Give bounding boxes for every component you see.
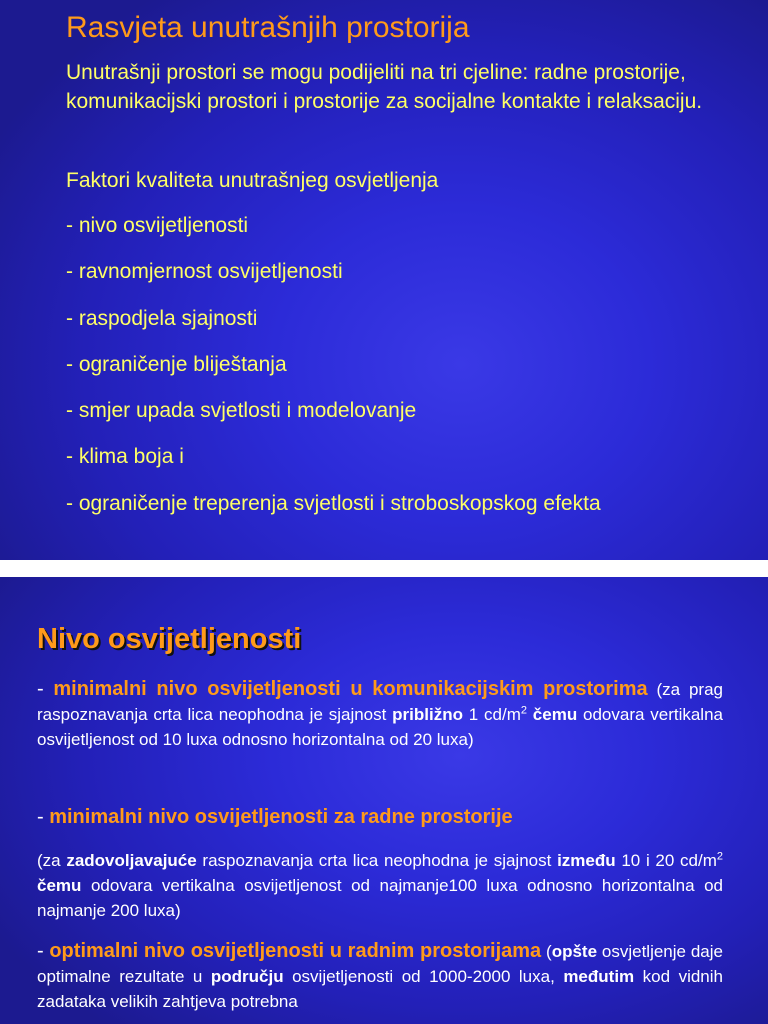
optimal-level-block — [37, 939, 723, 1014]
work-rooms-heading-line — [37, 805, 723, 830]
intro-paragraph: Unutrašnji prostori se mogu podijeliti na tri cjeline: radne prostorije, komunikacijski prostori i prostorije za socijalne kontakte i relaksaciju. — [66, 61, 703, 113]
text-run: raspoznavanja crta lica neophodna je sjajnost — [196, 851, 558, 870]
text-run-bold: između — [557, 851, 616, 870]
list-item: - raspodjela sjajnosti — [66, 306, 258, 330]
slide-separator — [0, 560, 768, 577]
text-run-bold: zadovoljavajuće — [66, 851, 197, 870]
list-item: - nivo osvijetljenosti — [66, 214, 249, 237]
text-run-bold: području — [210, 967, 284, 986]
text-run-bold: čemu — [37, 876, 82, 895]
text-run-bold: približno — [392, 705, 463, 724]
optimal-level-heading: optimalni nivo osvijetljenosti u radnim prostorijama — [49, 940, 542, 962]
text-run: ( — [541, 942, 552, 961]
work-rooms-paragraph — [37, 848, 723, 923]
slide-1-title: Rasvjeta unutrašnjih prostorija — [66, 11, 470, 44]
work-rooms-detail-block — [37, 848, 723, 923]
slide-2-title: Nivo osvijetljenosti — [37, 623, 302, 655]
text-run-bold: opšte — [551, 942, 598, 961]
list-item: - ograničenje treperenja svjetlosti i stroboskopskog efekta — [66, 491, 601, 515]
superscript: 2 — [716, 850, 724, 863]
text-run: 10 i 20 cd/m — [615, 851, 717, 870]
slide-2 — [0, 577, 768, 1024]
text-run-bold: čemu — [532, 705, 578, 724]
text-run: (za — [37, 851, 67, 870]
text-run-bold: međutim — [563, 967, 635, 986]
list-item: - klima boja i — [66, 445, 184, 469]
work-rooms-heading: minimalni nivo osvijetljenosti za radne prostorije — [49, 806, 513, 828]
bullet-dash: - — [37, 806, 50, 828]
bullet-dash: - — [37, 940, 50, 962]
text-run: osvjetljenje daje optimalne rezultate u — [37, 942, 723, 986]
list-item: - smjer upada svjetlosti i modelovanje — [66, 399, 417, 423]
work-rooms-block — [37, 805, 723, 830]
list-item: - ograničenje bliještanja — [66, 352, 287, 376]
text-run: kod vidnih zadataka velikih zahtjeva potrebna — [37, 967, 723, 1011]
text-run: odovara vertikalna osvijetljenost od 10 luxa odnosno horizontalna od 20 luxa) — [37, 705, 723, 749]
communication-spaces-paragraph — [37, 677, 723, 752]
optimal-level-paragraph — [37, 939, 723, 1014]
communication-spaces-heading: minimalni nivo osvijetljenosti u komunikacijskim prostorima — [53, 678, 648, 700]
text-run: (za prag raspoznavanja crta lica neophodna je sjajnost — [37, 680, 723, 724]
list-item: - ravnomjernost osvijetljenosti — [66, 260, 343, 284]
superscript: 2 — [520, 704, 527, 717]
text-run: odovara vertikalna osvijetljenost od najmanje100 luxa odnosno horizontalna od najmanje 200 luxa) — [37, 876, 723, 920]
factors-heading: Faktori kvaliteta unutrašnjeg osvjetljenja — [66, 169, 439, 192]
communication-spaces-block — [37, 677, 723, 752]
bullet-dash: - — [37, 678, 54, 700]
factors-list — [66, 211, 601, 535]
text-run: osvijetljenosti od 1000-2000 luxa, — [283, 967, 564, 986]
text-run: 1 cd/m — [462, 705, 521, 724]
